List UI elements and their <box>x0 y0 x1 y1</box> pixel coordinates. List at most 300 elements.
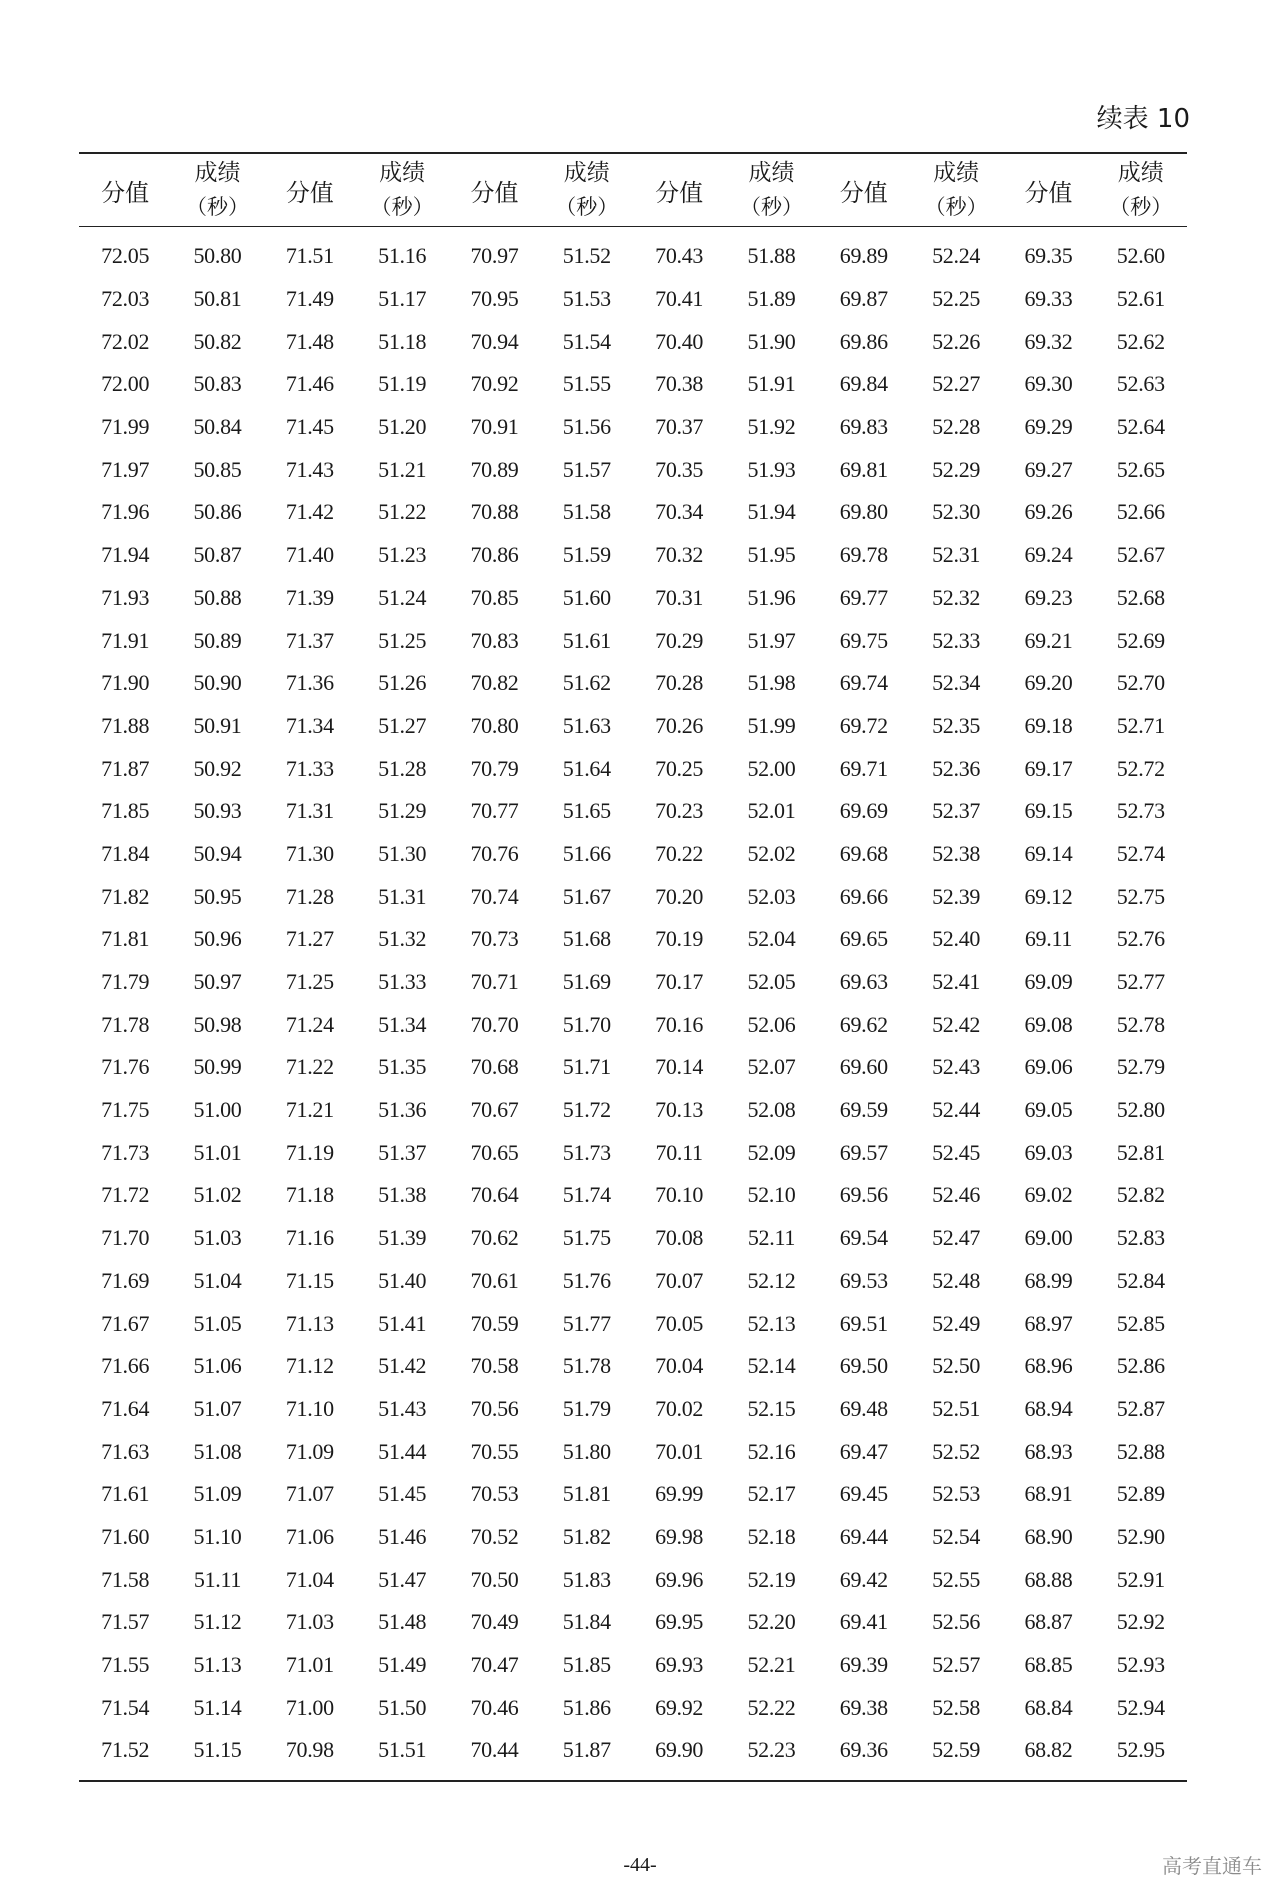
score-cell: 71.57 <box>101 1609 150 1635</box>
score-cell: 70.05 <box>655 1310 704 1336</box>
score-cell: 69.83 <box>839 414 888 440</box>
score-cell: 71.13 <box>285 1310 334 1336</box>
header-time <box>541 153 633 227</box>
score-cell: 71.94 <box>101 542 150 568</box>
time-cell: 51.01 <box>193 1139 242 1165</box>
score-cell: 71.01 <box>285 1652 334 1678</box>
time-cell: 52.27 <box>932 371 981 397</box>
time-cell: 51.13 <box>193 1652 242 1678</box>
score-cell: 71.64 <box>101 1395 150 1421</box>
time-cell: 51.27 <box>378 712 427 738</box>
time-cell: 51.94 <box>747 499 796 525</box>
time-cell: 51.54 <box>562 328 611 354</box>
score-cell: 70.62 <box>470 1225 519 1251</box>
time-cell: 51.43 <box>378 1395 427 1421</box>
time-cell: 51.14 <box>193 1694 242 1720</box>
score-cell: 71.43 <box>285 456 334 482</box>
time-cell: 52.62 <box>1116 328 1165 354</box>
score-cell: 69.68 <box>839 840 888 866</box>
score-cell: 69.03 <box>1024 1139 1073 1165</box>
time-cell: 52.23 <box>725 1729 817 1781</box>
table-row <box>79 534 1187 577</box>
score-cell: 71.51 <box>285 243 334 269</box>
time-cell: 51.23 <box>378 542 427 568</box>
score-cell: 70.89 <box>470 456 519 482</box>
score-cell: 69.80 <box>839 499 888 525</box>
time-cell: 51.41 <box>378 1310 427 1336</box>
score-cell: 68.91 <box>1024 1481 1073 1507</box>
score-cell: 70.28 <box>655 670 704 696</box>
table-row <box>79 1388 1187 1431</box>
time-cell: 50.95 <box>193 883 242 909</box>
score-cell: 70.32 <box>655 542 704 568</box>
time-cell: 50.94 <box>193 840 242 866</box>
score-cell: 71.84 <box>101 840 150 866</box>
score-cell: 68.96 <box>1024 1353 1073 1379</box>
time-cell: 52.28 <box>932 414 981 440</box>
time-cell: 52.85 <box>1116 1310 1165 1336</box>
time-cell: 51.32 <box>378 926 427 952</box>
score-cell: 71.97 <box>101 456 150 482</box>
score-cell: 70.19 <box>655 926 704 952</box>
score-cell: 70.59 <box>470 1310 519 1336</box>
time-cell: 52.21 <box>747 1652 796 1678</box>
time-cell: 52.71 <box>1116 712 1165 738</box>
time-cell: 51.34 <box>378 1011 427 1037</box>
score-cell: 68.94 <box>1024 1395 1073 1421</box>
score-cell: 69.60 <box>839 1054 888 1080</box>
table-row <box>79 619 1187 662</box>
score-cell: 70.35 <box>655 456 704 482</box>
score-cell: 70.20 <box>655 883 704 909</box>
score-cell: 70.22 <box>655 840 704 866</box>
time-cell: 51.75 <box>562 1225 611 1251</box>
time-cell: 51.48 <box>378 1609 427 1635</box>
score-cell: 68.90 <box>1024 1523 1073 1549</box>
score-cell: 71.66 <box>101 1353 150 1379</box>
time-cell: 51.83 <box>562 1566 611 1592</box>
score-cell: 68.87 <box>1024 1609 1073 1635</box>
time-cell: 50.90 <box>193 670 242 696</box>
header-score: 分值 <box>1002 153 1094 227</box>
score-cell: 70.73 <box>470 926 519 952</box>
table-row <box>79 1217 1187 1260</box>
time-cell: 51.53 <box>562 286 611 312</box>
table-row <box>79 1302 1187 1345</box>
score-cell: 70.58 <box>470 1353 519 1379</box>
score-cell: 70.61 <box>470 1267 519 1293</box>
score-cell: 69.38 <box>839 1694 888 1720</box>
score-cell: 69.77 <box>839 584 888 610</box>
score-cell: 69.33 <box>1024 286 1073 312</box>
table-header <box>79 153 1187 227</box>
time-cell: 51.00 <box>193 1097 242 1123</box>
score-cell: 70.07 <box>655 1267 704 1293</box>
time-cell: 52.25 <box>932 286 981 312</box>
score-cell: 71.37 <box>285 627 334 653</box>
score-cell: 69.32 <box>1024 328 1073 354</box>
score-cell: 70.02 <box>655 1395 704 1421</box>
time-cell: 51.50 <box>378 1694 427 1720</box>
score-cell: 69.65 <box>839 926 888 952</box>
time-cell: 52.80 <box>1116 1097 1165 1123</box>
score-cell: 68.85 <box>1024 1652 1073 1678</box>
score-cell: 69.08 <box>1024 1011 1073 1037</box>
score-cell: 69.26 <box>1024 499 1073 525</box>
time-cell: 51.07 <box>193 1395 242 1421</box>
header-score: 分值 <box>633 153 725 227</box>
time-cell: 50.87 <box>193 542 242 568</box>
time-cell: 51.39 <box>378 1225 427 1251</box>
time-cell: 50.89 <box>193 627 242 653</box>
time-cell: 52.07 <box>747 1054 796 1080</box>
time-cell: 52.92 <box>1116 1609 1165 1635</box>
score-cell: 70.29 <box>655 627 704 653</box>
score-cell: 70.16 <box>655 1011 704 1037</box>
time-cell: 52.59 <box>910 1729 1002 1781</box>
score-cell: 71.06 <box>285 1523 334 1549</box>
header-time-label: 成绩 <box>933 160 980 186</box>
score-cell: 70.74 <box>470 883 519 909</box>
time-cell: 51.77 <box>562 1310 611 1336</box>
table-row <box>79 662 1187 705</box>
score-cell: 70.44 <box>448 1729 540 1781</box>
time-cell: 52.72 <box>1116 755 1165 781</box>
time-cell: 51.08 <box>193 1438 242 1464</box>
time-cell: 52.95 <box>1095 1729 1187 1781</box>
time-cell: 51.87 <box>541 1729 633 1781</box>
score-cell: 69.29 <box>1024 414 1073 440</box>
time-cell: 52.49 <box>932 1310 981 1336</box>
score-cell: 71.09 <box>285 1438 334 1464</box>
score-cell: 71.03 <box>285 1609 334 1635</box>
header-time <box>725 153 817 227</box>
time-cell: 51.26 <box>378 670 427 696</box>
score-cell: 69.24 <box>1024 542 1073 568</box>
score-cell: 71.55 <box>101 1652 150 1678</box>
time-cell: 51.66 <box>562 840 611 866</box>
time-cell: 51.09 <box>193 1481 242 1507</box>
time-cell: 52.91 <box>1116 1566 1165 1592</box>
score-cell: 70.46 <box>470 1694 519 1720</box>
score-cell: 71.48 <box>285 328 334 354</box>
score-cell: 71.00 <box>285 1694 334 1720</box>
time-cell: 51.72 <box>562 1097 611 1123</box>
time-cell: 51.20 <box>378 414 427 440</box>
time-cell: 51.81 <box>562 1481 611 1507</box>
score-cell: 69.98 <box>655 1523 704 1549</box>
header-time-unit: （秒） <box>185 195 249 219</box>
score-cell: 70.41 <box>655 286 704 312</box>
time-cell: 52.60 <box>1116 243 1165 269</box>
score-cell: 71.46 <box>285 371 334 397</box>
time-cell: 52.09 <box>747 1139 796 1165</box>
score-cell: 69.53 <box>839 1267 888 1293</box>
score-cell: 70.65 <box>470 1139 519 1165</box>
score-cell: 71.04 <box>285 1566 334 1592</box>
time-cell: 51.35 <box>378 1054 427 1080</box>
time-cell: 52.39 <box>932 883 981 909</box>
time-cell: 52.20 <box>747 1609 796 1635</box>
time-cell: 51.64 <box>562 755 611 781</box>
time-cell: 52.14 <box>747 1353 796 1379</box>
score-cell: 69.72 <box>839 712 888 738</box>
time-cell: 51.62 <box>562 670 611 696</box>
score-cell: 69.63 <box>839 969 888 995</box>
score-cell: 71.67 <box>101 1310 150 1336</box>
score-cell: 70.55 <box>470 1438 519 1464</box>
time-cell: 51.63 <box>562 712 611 738</box>
score-cell: 71.73 <box>101 1139 150 1165</box>
header-time-label: 成绩 <box>748 160 795 186</box>
score-cell: 71.33 <box>285 755 334 781</box>
time-cell: 52.83 <box>1116 1225 1165 1251</box>
time-cell: 50.96 <box>193 926 242 952</box>
time-cell: 51.29 <box>378 798 427 824</box>
score-cell: 71.39 <box>285 584 334 610</box>
time-cell: 51.19 <box>378 371 427 397</box>
table-row <box>79 1686 1187 1729</box>
time-cell: 51.65 <box>562 798 611 824</box>
time-cell: 52.94 <box>1116 1694 1165 1720</box>
score-cell: 70.53 <box>470 1481 519 1507</box>
time-cell: 52.16 <box>747 1438 796 1464</box>
header-time-label: 成绩 <box>194 160 241 186</box>
time-cell: 50.80 <box>193 243 242 269</box>
time-cell: 51.49 <box>378 1652 427 1678</box>
header-time-unit: （秒） <box>1109 195 1173 219</box>
table-row <box>79 705 1187 748</box>
time-cell: 50.91 <box>193 712 242 738</box>
time-cell: 50.81 <box>193 286 242 312</box>
time-cell: 51.86 <box>562 1694 611 1720</box>
score-cell: 71.60 <box>101 1523 150 1549</box>
time-cell: 51.52 <box>562 243 611 269</box>
score-cell: 72.03 <box>101 286 150 312</box>
header-row <box>79 153 1187 227</box>
score-cell: 69.69 <box>839 798 888 824</box>
score-cell: 69.47 <box>839 1438 888 1464</box>
score-cell: 69.18 <box>1024 712 1073 738</box>
time-cell: 52.19 <box>747 1566 796 1592</box>
time-cell: 51.85 <box>562 1652 611 1678</box>
time-cell: 51.51 <box>356 1729 448 1781</box>
time-cell: 52.48 <box>932 1267 981 1293</box>
time-cell: 51.70 <box>562 1011 611 1037</box>
score-cell: 69.36 <box>818 1729 910 1781</box>
time-cell: 50.93 <box>193 798 242 824</box>
score-cell: 69.05 <box>1024 1097 1073 1123</box>
score-cell: 69.90 <box>633 1729 725 1781</box>
time-cell: 52.56 <box>932 1609 981 1635</box>
score-cell: 70.23 <box>655 798 704 824</box>
score-cell: 70.37 <box>655 414 704 440</box>
score-cell: 70.88 <box>470 499 519 525</box>
score-cell: 71.52 <box>79 1729 171 1781</box>
time-cell: 52.51 <box>932 1395 981 1421</box>
score-cell: 71.70 <box>101 1225 150 1251</box>
time-cell: 51.98 <box>747 670 796 696</box>
table-row <box>79 227 1187 278</box>
score-cell: 70.70 <box>470 1011 519 1037</box>
score-cell: 68.99 <box>1024 1267 1073 1293</box>
score-cell: 70.10 <box>655 1182 704 1208</box>
score-cell: 69.23 <box>1024 584 1073 610</box>
score-cell: 69.81 <box>839 456 888 482</box>
time-cell: 52.70 <box>1116 670 1165 696</box>
header-time-label: 成绩 <box>563 160 610 186</box>
time-cell: 52.68 <box>1116 584 1165 610</box>
score-cell: 70.86 <box>470 542 519 568</box>
table-row <box>79 961 1187 1004</box>
header-time-label: 成绩 <box>1117 160 1164 186</box>
score-cell: 71.61 <box>101 1481 150 1507</box>
score-cell: 71.25 <box>285 969 334 995</box>
time-cell: 51.67 <box>562 883 611 909</box>
time-cell: 52.24 <box>932 243 981 269</box>
time-cell: 52.74 <box>1116 840 1165 866</box>
score-cell: 70.68 <box>470 1054 519 1080</box>
time-cell: 51.93 <box>747 456 796 482</box>
time-cell: 52.12 <box>747 1267 796 1293</box>
time-cell: 51.33 <box>378 969 427 995</box>
time-cell: 51.99 <box>747 712 796 738</box>
time-cell: 50.92 <box>193 755 242 781</box>
score-cell: 69.02 <box>1024 1182 1073 1208</box>
score-cell: 69.15 <box>1024 798 1073 824</box>
score-cell: 69.89 <box>839 243 888 269</box>
score-cell: 71.16 <box>285 1225 334 1251</box>
table-row <box>79 278 1187 321</box>
score-cell: 70.82 <box>470 670 519 696</box>
time-cell: 52.93 <box>1116 1652 1165 1678</box>
time-cell: 52.31 <box>932 542 981 568</box>
score-cell: 71.93 <box>101 584 150 610</box>
time-cell: 52.37 <box>932 798 981 824</box>
score-cell: 69.35 <box>1024 243 1073 269</box>
time-cell: 52.77 <box>1116 969 1165 995</box>
time-cell: 51.79 <box>562 1395 611 1421</box>
time-cell: 52.08 <box>747 1097 796 1123</box>
time-cell: 52.15 <box>747 1395 796 1421</box>
table-row <box>79 1430 1187 1473</box>
score-cell: 70.34 <box>655 499 704 525</box>
time-cell: 51.59 <box>562 542 611 568</box>
score-cell: 71.24 <box>285 1011 334 1037</box>
time-cell: 52.75 <box>1116 883 1165 909</box>
score-cell: 70.76 <box>470 840 519 866</box>
time-cell: 52.17 <box>747 1481 796 1507</box>
score-cell: 71.12 <box>285 1353 334 1379</box>
header-score: 分值 <box>264 153 356 227</box>
table-row <box>79 363 1187 406</box>
time-cell: 52.00 <box>747 755 796 781</box>
time-cell: 51.16 <box>378 243 427 269</box>
time-cell: 51.05 <box>193 1310 242 1336</box>
score-cell: 69.14 <box>1024 840 1073 866</box>
score-cell: 68.84 <box>1024 1694 1073 1720</box>
time-cell: 51.84 <box>562 1609 611 1635</box>
time-cell: 51.30 <box>378 840 427 866</box>
time-cell: 51.21 <box>378 456 427 482</box>
score-cell: 71.79 <box>101 969 150 995</box>
header-time <box>356 153 448 227</box>
score-cell: 71.07 <box>285 1481 334 1507</box>
table-row <box>79 1131 1187 1174</box>
score-cell: 69.92 <box>655 1694 704 1720</box>
score-cell: 71.10 <box>285 1395 334 1421</box>
time-cell: 52.67 <box>1116 542 1165 568</box>
time-cell: 52.46 <box>932 1182 981 1208</box>
score-cell: 69.48 <box>839 1395 888 1421</box>
table-caption: 续表 10 <box>1096 104 1190 134</box>
time-cell: 51.58 <box>562 499 611 525</box>
time-cell: 52.13 <box>747 1310 796 1336</box>
score-cell: 69.00 <box>1024 1225 1073 1251</box>
score-cell: 71.22 <box>285 1054 334 1080</box>
score-cell: 70.14 <box>655 1054 704 1080</box>
score-cell: 69.74 <box>839 670 888 696</box>
score-cell: 69.59 <box>839 1097 888 1123</box>
table-row <box>79 790 1187 833</box>
score-cell: 69.66 <box>839 883 888 909</box>
score-cell: 70.25 <box>655 755 704 781</box>
table-row <box>79 747 1187 790</box>
time-cell: 51.71 <box>562 1054 611 1080</box>
page-number: -44- <box>623 1854 657 1876</box>
score-cell: 71.49 <box>285 286 334 312</box>
score-cell: 71.18 <box>285 1182 334 1208</box>
time-cell: 52.55 <box>932 1566 981 1592</box>
score-cell: 69.78 <box>839 542 888 568</box>
score-cell: 70.91 <box>470 414 519 440</box>
time-cell: 52.76 <box>1116 926 1165 952</box>
time-cell: 52.89 <box>1116 1481 1165 1507</box>
time-cell: 52.54 <box>932 1523 981 1549</box>
header-score: 分值 <box>79 153 171 227</box>
score-cell: 70.50 <box>470 1566 519 1592</box>
time-cell: 50.88 <box>193 584 242 610</box>
score-cell: 69.93 <box>655 1652 704 1678</box>
time-cell: 52.86 <box>1116 1353 1165 1379</box>
table-row <box>79 577 1187 620</box>
score-cell: 71.75 <box>101 1097 150 1123</box>
table-row <box>79 1601 1187 1644</box>
score-cell: 71.36 <box>285 670 334 696</box>
time-cell: 51.80 <box>562 1438 611 1464</box>
table-row <box>79 1729 1187 1781</box>
time-cell: 51.25 <box>378 627 427 653</box>
header-time-unit: （秒） <box>924 195 988 219</box>
time-cell: 52.61 <box>1116 286 1165 312</box>
score-cell: 70.67 <box>470 1097 519 1123</box>
score-cell: 69.56 <box>839 1182 888 1208</box>
score-cell: 72.02 <box>101 328 150 354</box>
time-cell: 51.61 <box>562 627 611 653</box>
time-cell: 52.63 <box>1116 371 1165 397</box>
time-cell: 52.35 <box>932 712 981 738</box>
score-cell: 72.00 <box>101 371 150 397</box>
table-row <box>79 1345 1187 1388</box>
score-cell: 71.99 <box>101 414 150 440</box>
table-row <box>79 320 1187 363</box>
time-cell: 52.11 <box>747 1225 796 1251</box>
time-cell: 51.15 <box>171 1729 263 1781</box>
score-cell: 68.88 <box>1024 1566 1073 1592</box>
score-cell: 69.27 <box>1024 456 1073 482</box>
score-cell: 70.64 <box>470 1182 519 1208</box>
score-cell: 69.84 <box>839 371 888 397</box>
